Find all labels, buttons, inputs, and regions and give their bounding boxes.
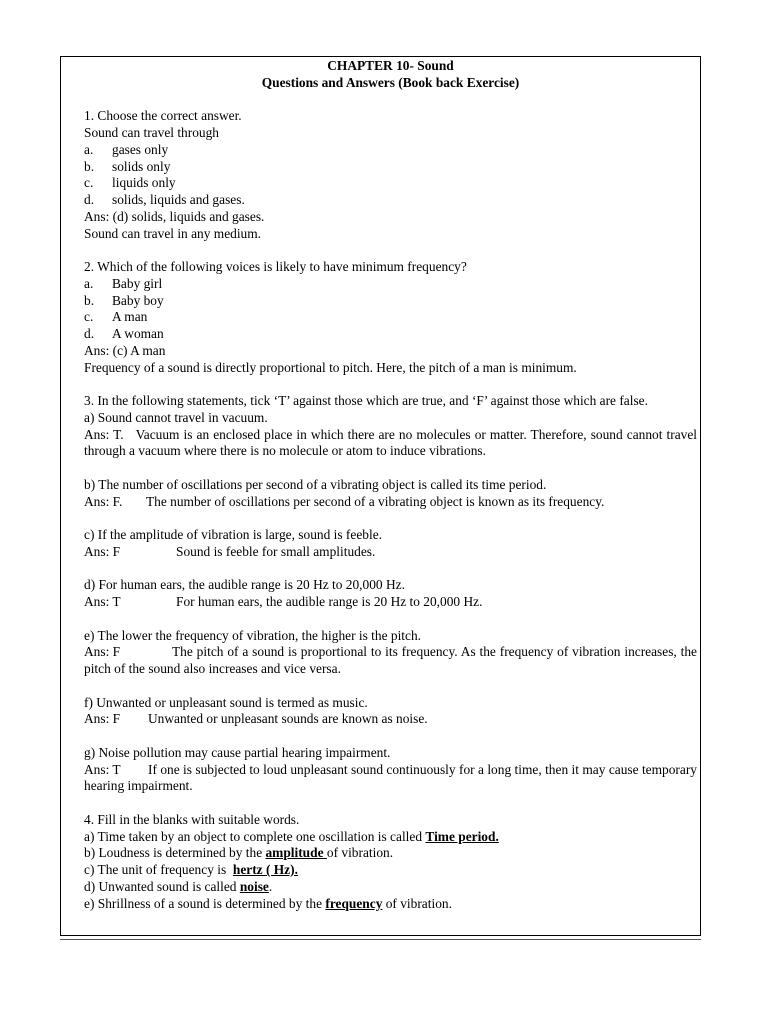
q3d-statement: d) For human ears, the audible range is 20 Hz to 20,000 Hz.: [84, 577, 405, 593]
q3b-answer: Ans: F. The number of oscillations per second of a vibrating object is known as its frequency.: [84, 493, 605, 509]
q4b-answer: amplitude: [265, 845, 327, 861]
q4d-blank: d) Unwanted sound is called noise.: [84, 878, 273, 894]
q3g-answer: Ans: T If one is subjected to loud unpleasant sound continuously for a long time, then it may cause temporary hearing impairment.: [84, 761, 701, 794]
q3a-answer: Ans: T. Vacuum is an enclosed place in which there are no molecules or matter. Therefore, sound cannot travel through a vacuum where there is no molecule or atom to induce vibrations.: [84, 426, 701, 459]
q3b-statement: b) The number of oscillations per second of a vibrating object is called its time period.: [84, 476, 547, 492]
q2-option-a: a. Baby girl: [84, 275, 163, 291]
q3-question: 3. In the following statements, tick ‘T’ against those which are true, and ‘F’ against those which are false.: [84, 393, 648, 408]
q4-question: 4. Fill in the blanks with suitable words.: [84, 811, 300, 827]
q1-stem: Sound can travel through: [84, 125, 219, 140]
q3c-answer: Ans: F Sound is feeble for small amplitudes.: [84, 543, 376, 559]
page-bottom-rule: [60, 939, 701, 940]
q4b-blank: b) Loudness is determined by the amplitude of vibration.: [84, 845, 394, 861]
q3f-statement: f) Unwanted or unpleasant sound is termed as music.: [84, 694, 368, 710]
q1-option-d: d. solids, liquids and gases.: [84, 192, 245, 207]
q2-answer: Ans: (c) A man: [84, 342, 166, 358]
q2-option-d: d. A woman: [84, 326, 164, 341]
q4c-blank: c) The unit of frequency is hertz ( Hz).: [84, 862, 298, 877]
q2-explanation: Frequency of a sound is directly proportional to pitch. Here, the pitch of a man is minimum.: [84, 359, 577, 375]
q4a-blank: a) Time taken by an object to complete one oscillation is called Time period.: [84, 828, 499, 844]
q1-option-b: b. solids only: [84, 158, 171, 174]
q3e-answer: Ans: F The pitch of a sound is proportional to its frequency. As the frequency of vibration increases, the pitch of the sound also increases and vice versa.: [84, 644, 701, 676]
q3a-statement: a) Sound cannot travel in vacuum.: [84, 409, 268, 425]
q3e-statement: e) The lower the frequency of vibration, the higher is the pitch.: [84, 627, 422, 643]
q2-option-c: c. A man: [84, 309, 148, 325]
q1-option-c: c. liquids only: [84, 175, 176, 191]
q1-question: 1. Choose the correct answer.: [84, 108, 242, 124]
document-body: [84, 58, 701, 912]
q4d-answer: noise: [239, 878, 269, 894]
chapter-subtitle: Questions and Answers (Book back Exercise): [261, 74, 520, 90]
q1-answer: Ans: (d) solids, liquids and gases.: [84, 208, 265, 224]
q2-option-b: b. Baby boy: [84, 292, 164, 308]
q4e-answer: frequency: [325, 895, 383, 911]
q1-explanation: Sound can travel in any medium.: [84, 225, 262, 241]
q3g-statement: g) Noise pollution may cause partial hearing impairment.: [84, 744, 391, 760]
q2-question: 2. Which of the following voices is likely to have minimum frequency?: [84, 259, 467, 274]
q4c-answer: hertz ( Hz).: [232, 862, 298, 877]
q4e-blank: e) Shrillness of a sound is determined by the frequency of vibration.: [84, 895, 452, 911]
q3f-answer: Ans: F Unwanted or unpleasant sounds are known as noise.: [84, 711, 428, 727]
q4a-answer: Time period.: [425, 828, 499, 844]
q1-option-a: a. gases only: [84, 141, 169, 157]
q3d-answer: Ans: T For human ears, the audible range is 20 Hz to 20,000 Hz.: [84, 594, 483, 609]
chapter-title: CHAPTER 10- Sound: [327, 58, 454, 73]
q3c-statement: c) If the amplitude of vibration is large, sound is feeble.: [84, 527, 382, 542]
